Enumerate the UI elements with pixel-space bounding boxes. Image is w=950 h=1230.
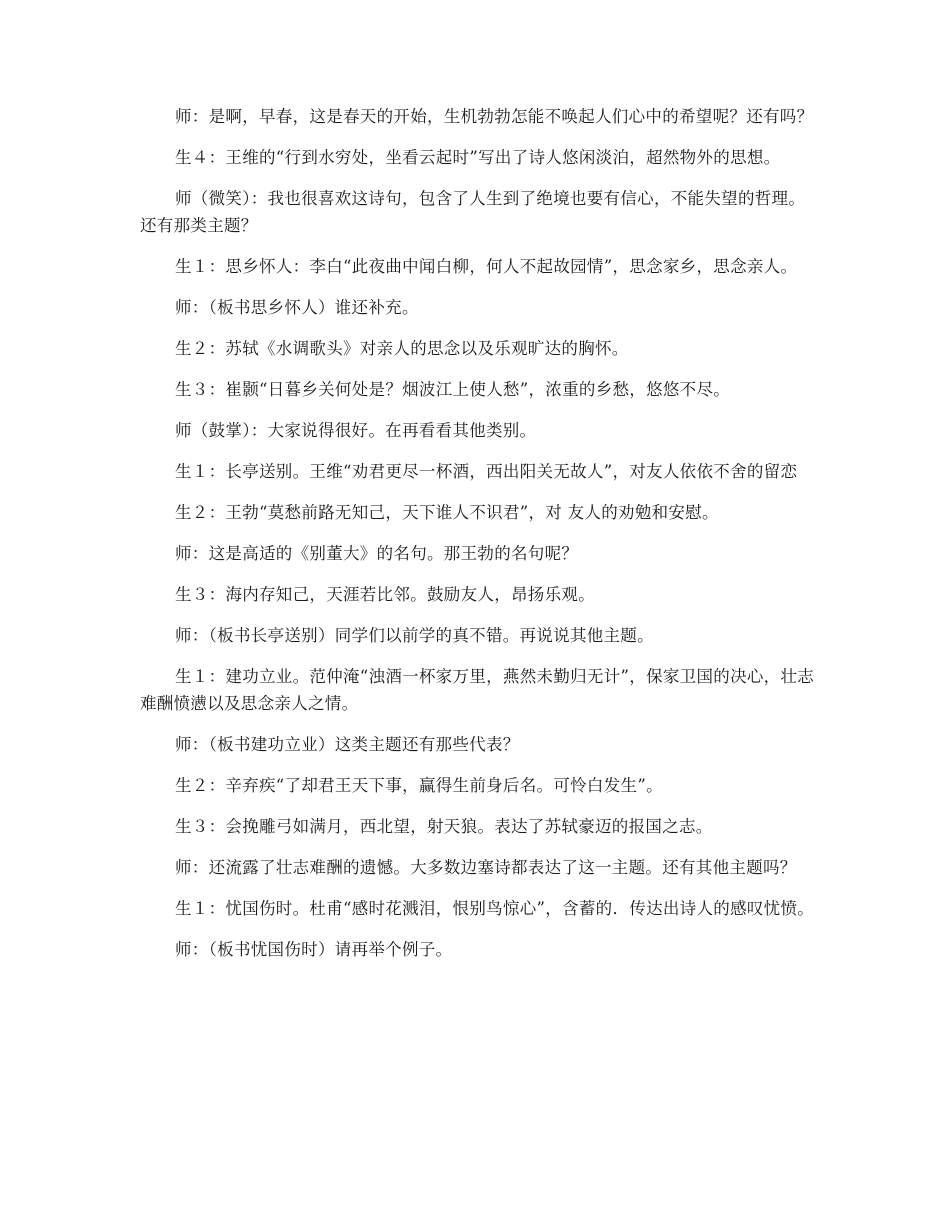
paragraph: 师：还流露了壮志难酬的遗憾。大多数边塞诗都表达了这一主题。还有其他主题吗？ <box>175 858 797 877</box>
paragraph: 师：（板书思乡怀人）谁还补充。 <box>175 298 419 317</box>
paragraph: 师：是啊，早春，这是春天的开始，生机勃勃怎能不唤起人们心中的希望呢？还有吗？ <box>175 107 814 126</box>
paragraph: 生１：长亭送别。王维“劝君更尽一杯酒，西出阳关无故人”，对友人依依不舍的留恋 <box>175 462 798 481</box>
paragraph: 生３：海内存知己，天涯若比邻。鼓励友人，昂扬乐观。 <box>175 585 595 604</box>
paragraph: 师：（板书建功立业）这类主题还有那些代表？ <box>175 735 520 754</box>
paragraph: 生２：苏轼《水调歌头》对亲人的思念以及乐观旷达的胸怀。 <box>175 339 629 358</box>
dialogue-transcript <box>140 103 820 977</box>
paragraph: 师（微笑）：我也很喜欢这诗句，包含了人生到了绝境也要有信心，不能失望的哲理。还有那类主题？ <box>140 189 806 235</box>
paragraph: 师（鼓掌）：大家说得很好。在再看看其他类别。 <box>175 421 537 440</box>
paragraph: 师：（板书忧国伤时）请再举个例子。 <box>175 940 453 959</box>
paragraph: 生１：忧国伤时。杜甫“感时花溅泪，恨别鸟惊心”，含蓄的．传达出诗人的感叹忧愤。 <box>175 899 815 918</box>
paragraph: 生２：辛弃疾“了却君王天下事，赢得生前身后名。可怜白发生”。 <box>175 776 663 795</box>
paragraph: 师：（板书长亭送别）同学们以前学的真不错。再说说其他主题。 <box>175 626 654 645</box>
paragraph: 师：这是高适的《别董大》的名句。那王勃的名句呢？ <box>175 544 579 563</box>
paragraph: 生４：王维的“行到水穷处，坐看云起时”写出了诗人悠闲淡泊，超然物外的思想。 <box>175 148 781 167</box>
paragraph: 生２：王勃“莫愁前路无知己，天下谁人不识君”，对 友人的劝勉和安慰。 <box>175 503 719 522</box>
paragraph: 生３：会挽雕弓如满月，西北望，射天狼。表达了苏轼豪迈的报国之志。 <box>175 817 713 836</box>
paragraph: 生１：建功立业。范仲淹“浊酒一杯家万里，燕然未勤归无计”，保家卫国的决心，壮志难酬愤懑以及思念亲人之情。 <box>140 667 815 713</box>
paragraph: 生１：思乡怀人：李白“此夜曲中闻白柳，何人不起故园情”，思念家乡，思念亲人。 <box>175 257 798 276</box>
paragraph: 生３：崔颢“日暮乡关何处是？烟波江上使人愁”，浓重的乡愁，悠悠不尽。 <box>175 380 731 399</box>
